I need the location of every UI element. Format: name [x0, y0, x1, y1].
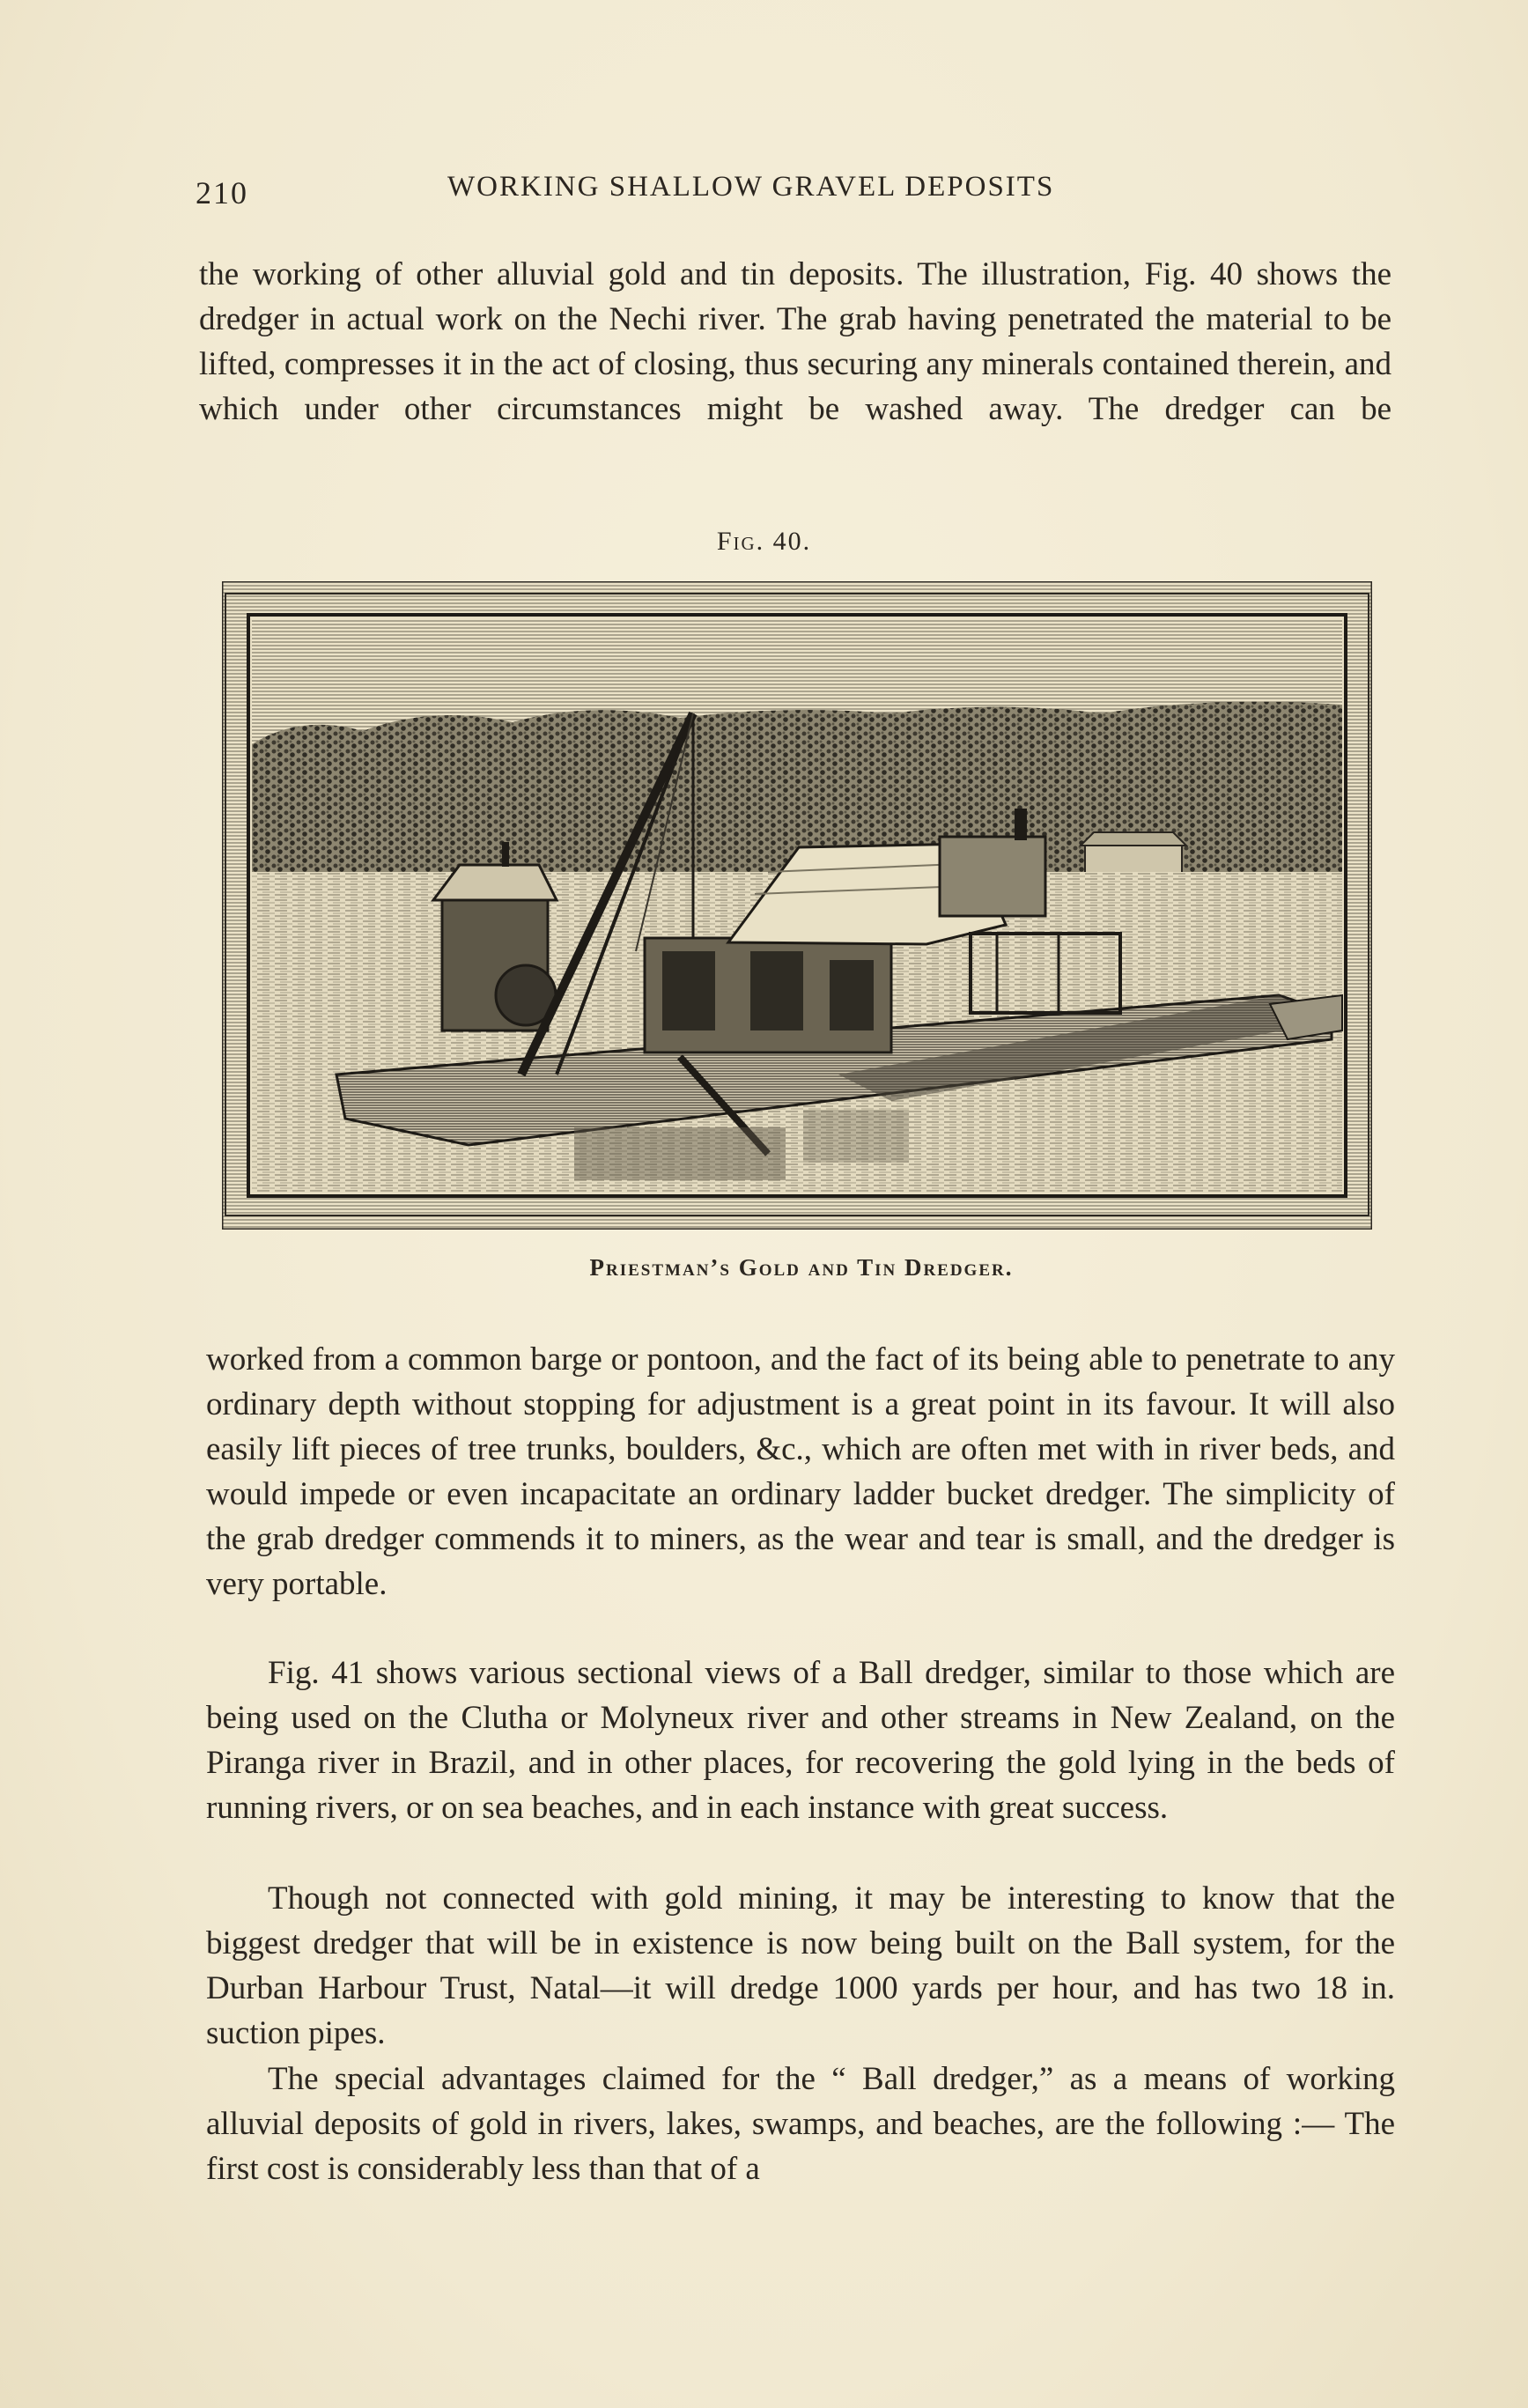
paragraph-durban: Though not connected with gold mining, it may be interesting to know that the biggest dredger that will be in existence is now being built on the Ball system, for the Durban Harbour Trust, Natal—it will dredge 1000 yards per hour, and has two 18 in. suction pipes.	[206, 1880, 1395, 2051]
running-head	[196, 169, 1402, 211]
paragraph-intro: the working of other alluvial gold and tin deposits. The illustration, Fig. 40 shows the dredger in actual work on the Nechi river. The grab having penetrated the material to be lifted, compresses it in the act of closing, thus securing any minerals contained therein, and which under other circumstances might be washed away. The dredger can be	[199, 256, 1391, 427]
paragraph-advantages: The special advantages claimed for the “ Ball dredger,” as a means of working alluvial deposits of gold in rivers, lakes, swamps, and beaches, are the following :— The first cost is considerably less than that of a	[206, 2061, 1395, 2187]
figure-label: Fig. 40.	[716, 527, 812, 556]
paragraph-barge: worked from a common barge or pontoon, and the fact of its being able to penetrate to any ordinary depth without stopping for adjustment is a great point in its favour. It will also easily lift pieces of tree trunks, boulders, &c., which are often met with in river beds, and would impede or even incapacitate an ordinary ladder bucket dredger. The simplicity of the grab dredger commends it to miners, as the wear and tear is small, and the dredger is very portable.	[206, 1341, 1395, 1602]
paragraph-ball-dredger: Fig. 41 shows various sectional views of a Ball dredger, similar to those which are being used on the Clutha or Molyneux river and other streams in New Zealand, on the Piranga river in Brazil, and in other places, for recovering the gold lying in the beds of running rivers, or on sea beaches, and in each instance with great success.	[206, 1655, 1395, 1826]
page-number: 210	[196, 175, 248, 211]
dredger-engraving-image	[222, 581, 1372, 1230]
running-head-title: WORKING SHALLOW GRAVEL DEPOSITS	[447, 171, 1055, 203]
dredger-illustration	[222, 581, 1372, 1230]
figure-caption: Priestman’s Gold and Tin Dredger.	[589, 1254, 1014, 1281]
